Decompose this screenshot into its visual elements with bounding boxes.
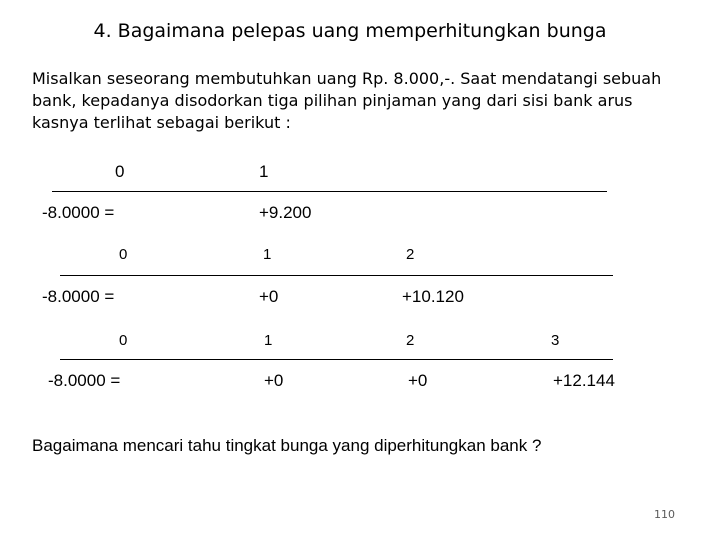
period-label: 0 [119,246,128,263]
cash-flow-value: -8.0000 = [42,287,115,306]
cash-flow-value: +0 [259,287,279,306]
period-label: 3 [551,332,560,349]
period-label: 2 [406,246,415,263]
period-label: 1 [264,332,273,349]
intro-line: Misalkan seseorang membutuhkan uang Rp. 8.000,-. Saat mendatangi sebuah [32,69,662,88]
cash-flow-value: +0 [408,371,428,390]
period-label: 1 [259,162,269,181]
question-text: Bagaimana mencari tahu tingkat bunga yang diperhitungkan bank ? [32,436,542,455]
period-label: 0 [119,332,128,349]
period-label: 1 [263,246,272,263]
cash-flow-value: +0 [264,371,284,390]
cash-flow-value: -8.0000 = [48,371,121,390]
period-label: 2 [406,332,415,349]
cash-flow-value: +10.120 [402,287,464,306]
timeline-axis [52,191,607,192]
slide-title: 4. Bagaimana pelepas uang memperhitungkan bunga [93,20,607,42]
timeline-axis [60,275,613,276]
intro-line: bank, kepadanya disodorkan tiga pilihan pinjaman yang dari sisi bank arus [32,91,633,110]
page-number: 110 [654,508,675,521]
cash-flow-value: +12.144 [553,371,615,390]
cash-flow-value: +9.200 [259,203,312,222]
period-label: 0 [115,162,125,181]
intro-line: kasnya terlihat sebagai berikut : [32,113,291,132]
intro-paragraph [32,68,692,134]
timeline-axis [60,359,613,360]
cash-flow-value: -8.0000 = [42,203,115,222]
